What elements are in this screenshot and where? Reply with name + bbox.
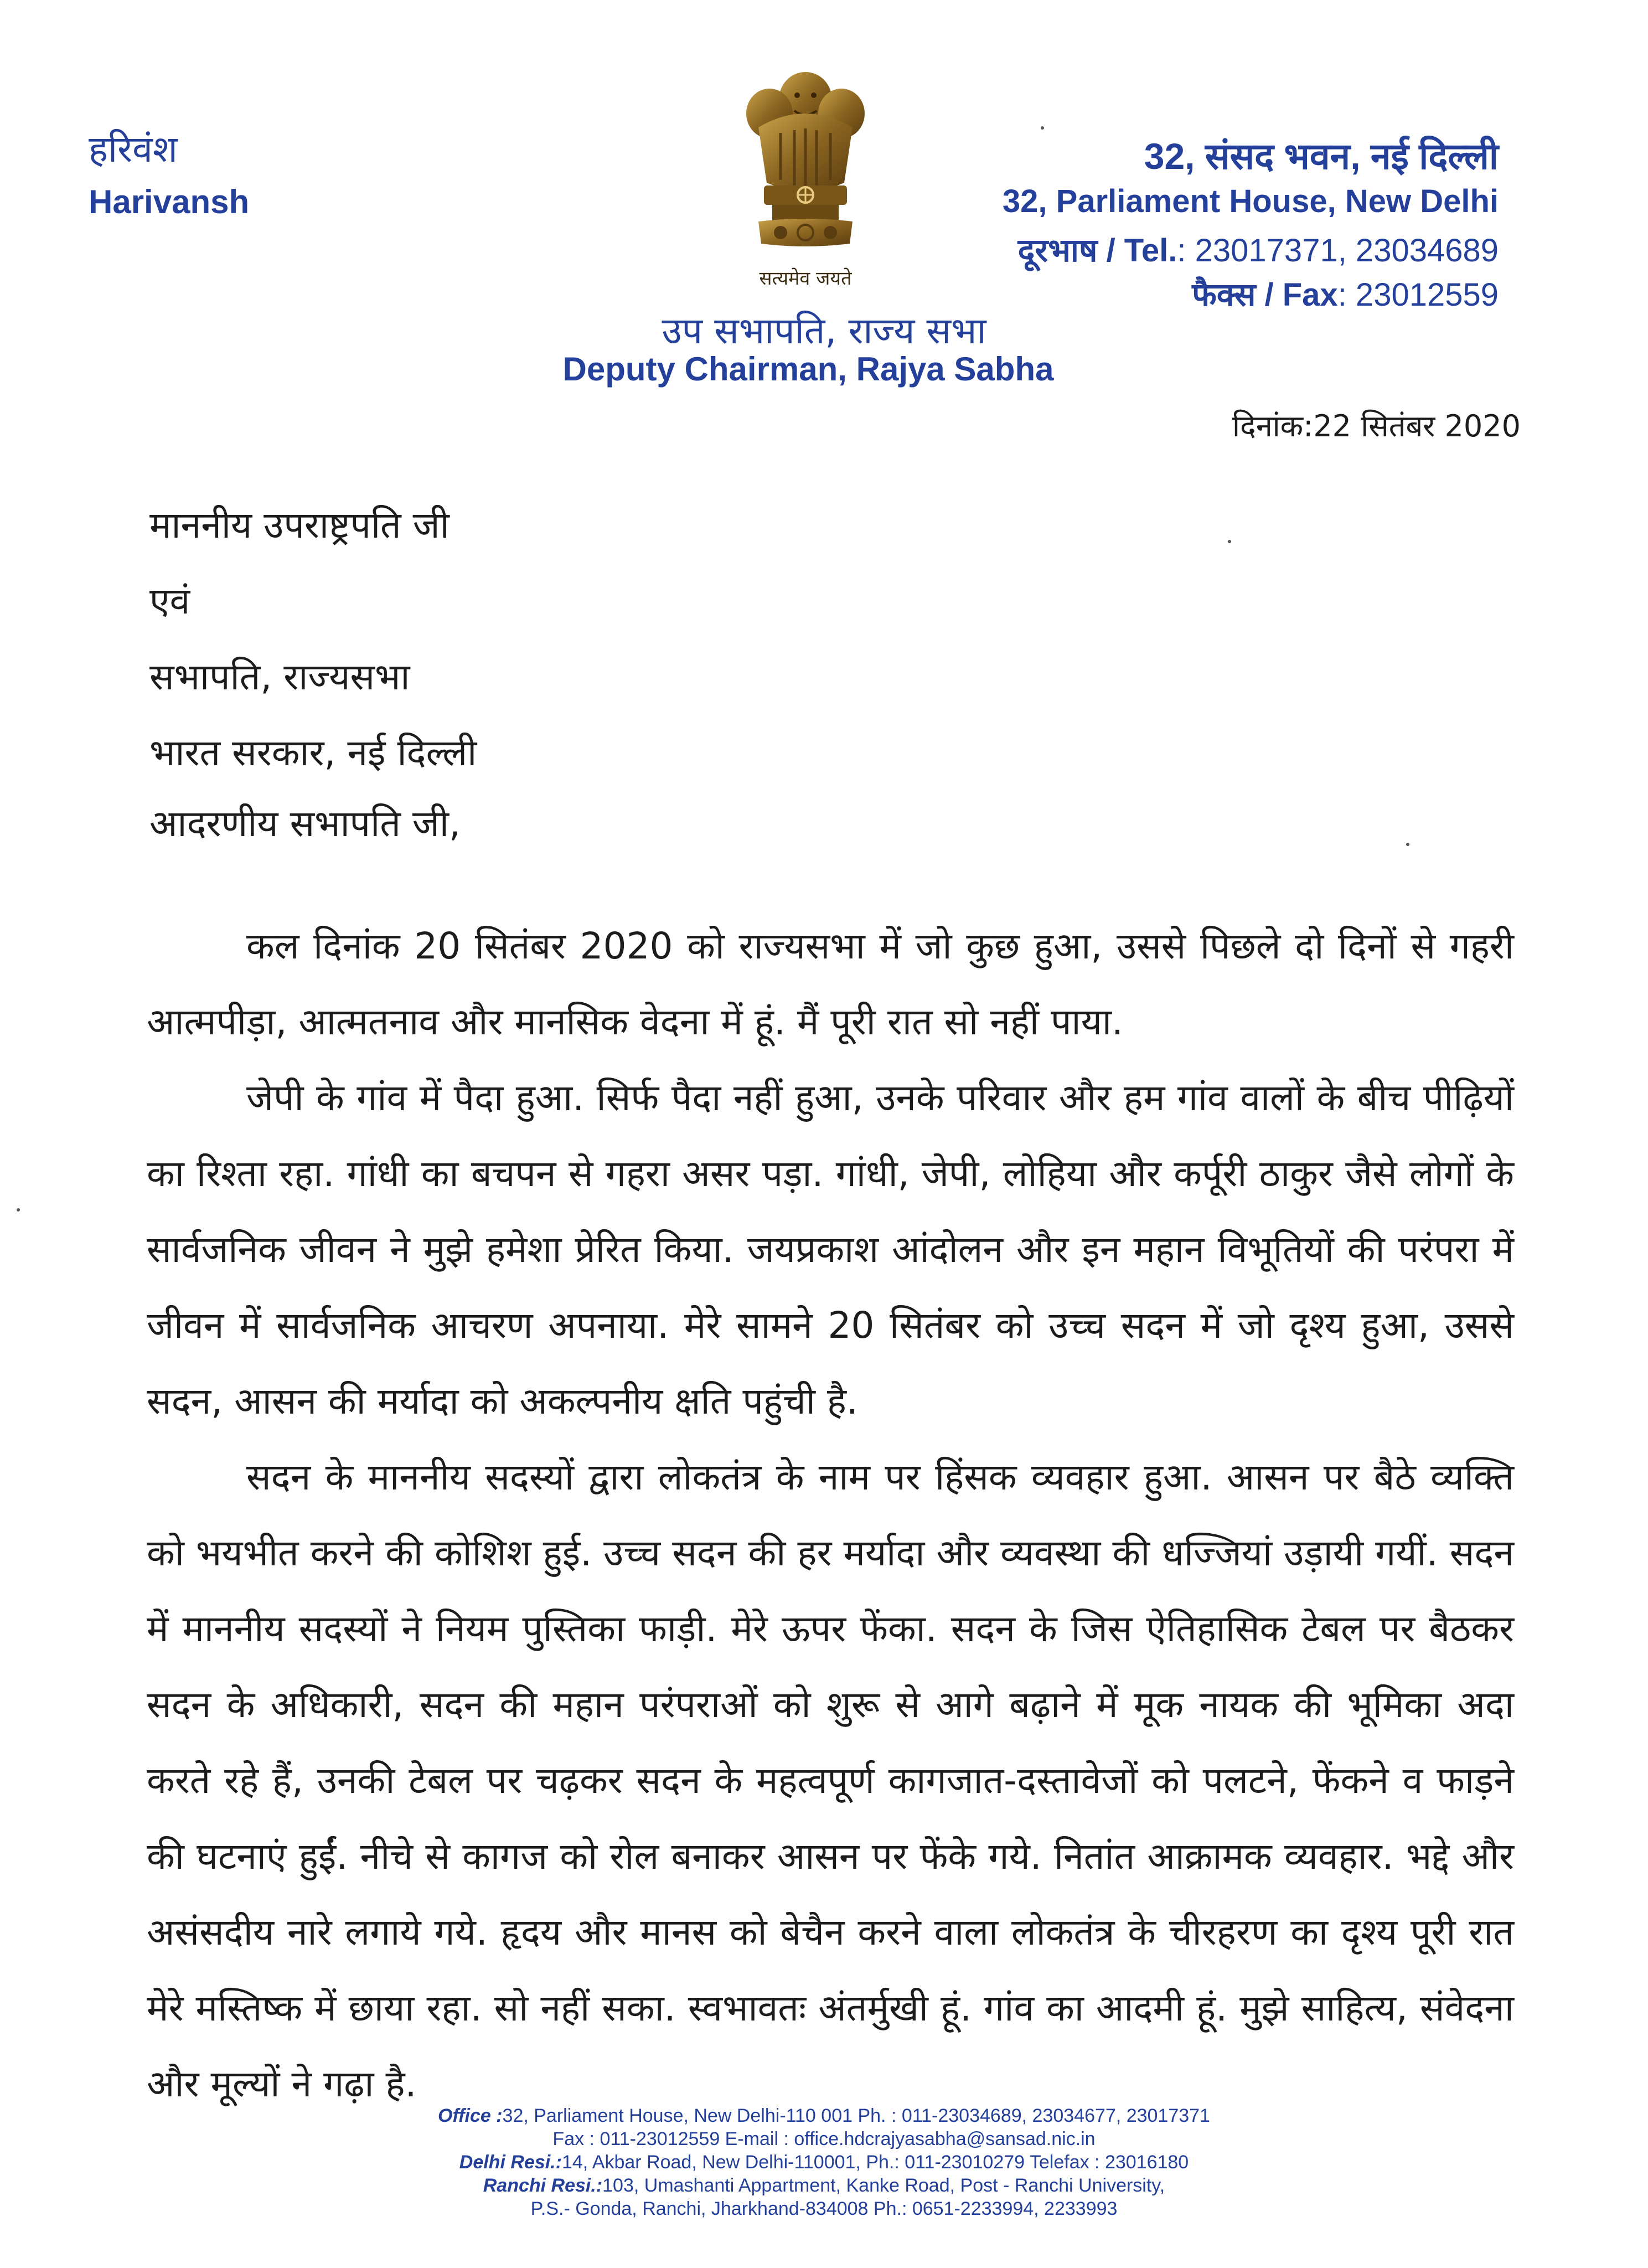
sender-name-hindi: हरिवंश bbox=[89, 128, 178, 171]
letter-date: दिनांक:22 सितंबर 2020 bbox=[1232, 409, 1521, 444]
recipient-line: भारत सरकार, नई दिल्ली bbox=[149, 731, 477, 774]
body-paragraph: सदन के माननीय सदस्यों द्वारा लोकतंत्र के नाम पर हिंसक व्यवहार हुआ. आसन पर बैठे व्यक्ति को भयभीत करने की कोशिश हुई. उच्च सदन की हर मर्यादा और व्यवस्था की धज्जियां उड़ायी गयीं. सदन में माननीय सदस्यों ने नियम पुस्तिका फाड़ी. मेरे ऊपर फेंका. सदन के जिस ऐतिहासिक टेबल पर बैठकर सदन के अधिकारी, सदन की महान परंपराओं को शुरू से आगे बढ़ाने में मूक नायक की भूमिका अदा करते रहे हैं, उनकी टेबल पर चढ़कर सदन के महत्वपूर्ण कागजात-दस्तावेजों को पलटने, फेंकने व फाड़ने की घटनाएं हुईं. नीचे से कागज को रोल बनाकर आसन पर फेंके गये. नितांत आक्रामक व्यवहार. भद्दे और असंसदीय नारे लगाये गये. हृदय और मानस को बेचैन करने वाला लोकतंत्र के चीरहरण का दृश्य पूरी रात मेरे मस्तिष्क में छाया रहा. सो नहीं सका. स्वभावतः अंतर्मुखी हूं. गांव का आदमी हूं. मुझे साहित्य, संवेदना और मूल्यों ने गढ़ा है. bbox=[147, 1456, 1514, 2105]
letterhead-footer bbox=[0, 2104, 1648, 2220]
office-address-hindi: 32, संसद भवन, नई दिल्ली bbox=[1144, 136, 1499, 177]
recipient-line: सभापति, राज्यसभा bbox=[149, 656, 410, 698]
sender-name-english: Harivansh bbox=[89, 183, 250, 220]
salutation: आदरणीय सभापति जी, bbox=[149, 802, 461, 845]
designation-english: Deputy Chairman, Rajya Sabha bbox=[562, 350, 1054, 388]
telephone-label: दूरभाष / Tel. bbox=[1017, 233, 1177, 269]
telephone-line bbox=[1018, 227, 1499, 271]
footer-office-label: Office : bbox=[438, 2105, 503, 2126]
emblem-motto: सत्यमेव जयते bbox=[759, 267, 852, 290]
footer-ranchi-line-2: P.S.- Gonda, Ranchi, Jharkhand-834008 Ph.: 0651-2233994, 2233993 bbox=[530, 2198, 1118, 2219]
scan-speck bbox=[17, 1208, 20, 1212]
footer-ranchi-text: 103, Umashanti Appartment, Kanke Road, Post - Ranchi University, bbox=[602, 2175, 1165, 2196]
footer-office-text: 32, Parliament House, New Delhi-110 001 Ph. : 011-23034689, 23034677, 23017371 bbox=[502, 2105, 1210, 2126]
scan-speck bbox=[1228, 540, 1231, 543]
recipient-line: माननीय उपराष्ट्रपति जी bbox=[149, 504, 450, 547]
recipient-address bbox=[149, 487, 477, 791]
footer-delhi-line bbox=[0, 2151, 1648, 2174]
office-address-english: 32, Parliament House, New Delhi bbox=[1002, 183, 1499, 219]
national-emblem-icon bbox=[725, 66, 886, 282]
footer-delhi-text: 14, Akbar Road, New Delhi-110001, Ph.: 011-23010279 Telefax : 23016180 bbox=[561, 2152, 1189, 2173]
designation-hindi: उप सभापति, राज्य सभा bbox=[662, 310, 986, 352]
telephone-number: : 23017371, 23034689 bbox=[1177, 233, 1499, 269]
letter-body bbox=[147, 908, 1514, 2122]
footer-ranchi-label: Ranchi Resi.: bbox=[483, 2175, 603, 2196]
body-paragraph: कल दिनांक 20 सितंबर 2020 को राज्यसभा में जो कुछ हुआ, उससे पिछले दो दिनों से गहरी आत्मपीड़ा, आत्मतनाव और मानसिक वेदना में हूं. मैं पूरी रात सो नहीं पाया. bbox=[147, 925, 1514, 1043]
fax-label: फैक्स / Fax bbox=[1192, 277, 1338, 313]
recipient-line: एवं bbox=[149, 580, 190, 622]
body-paragraph: जेपी के गांव में पैदा हुआ. सिर्फ पैदा नहीं हुआ, उनके परिवार और हम गांव वालों के बीच पीढ़ियों का रिश्ता रहा. गांधी का बचपन से गहरा असर पड़ा. गांधी, जेपी, लोहिया और कर्पूरी ठाकुर जैसे लोगों के सार्वजनिक जीवन ने मुझे हमेशा प्रेरित किया. जयप्रकाश आंदोलन और इन महान विभूतियों की परंपरा में जीवन में सार्वजनिक आचरण अपनाया. मेरे सामने 20 सितंबर को उच्च सदन में जो दृश्य हुआ, उससे सदन, आसन की मर्यादा को अकल्पनीय क्षति पहुंची है. bbox=[147, 1076, 1514, 1422]
footer-ranchi-line bbox=[0, 2174, 1648, 2197]
scan-speck bbox=[1406, 843, 1409, 846]
footer-office-line bbox=[0, 2104, 1648, 2127]
fax-number: : 23012559 bbox=[1337, 277, 1499, 313]
scan-speck bbox=[1041, 126, 1044, 130]
footer-delhi-label: Delhi Resi.: bbox=[459, 2152, 562, 2173]
footer-fax-email: Fax : 011-23012559 E-mail : office.hdcrajyasabha@sansad.nic.in bbox=[552, 2128, 1096, 2150]
